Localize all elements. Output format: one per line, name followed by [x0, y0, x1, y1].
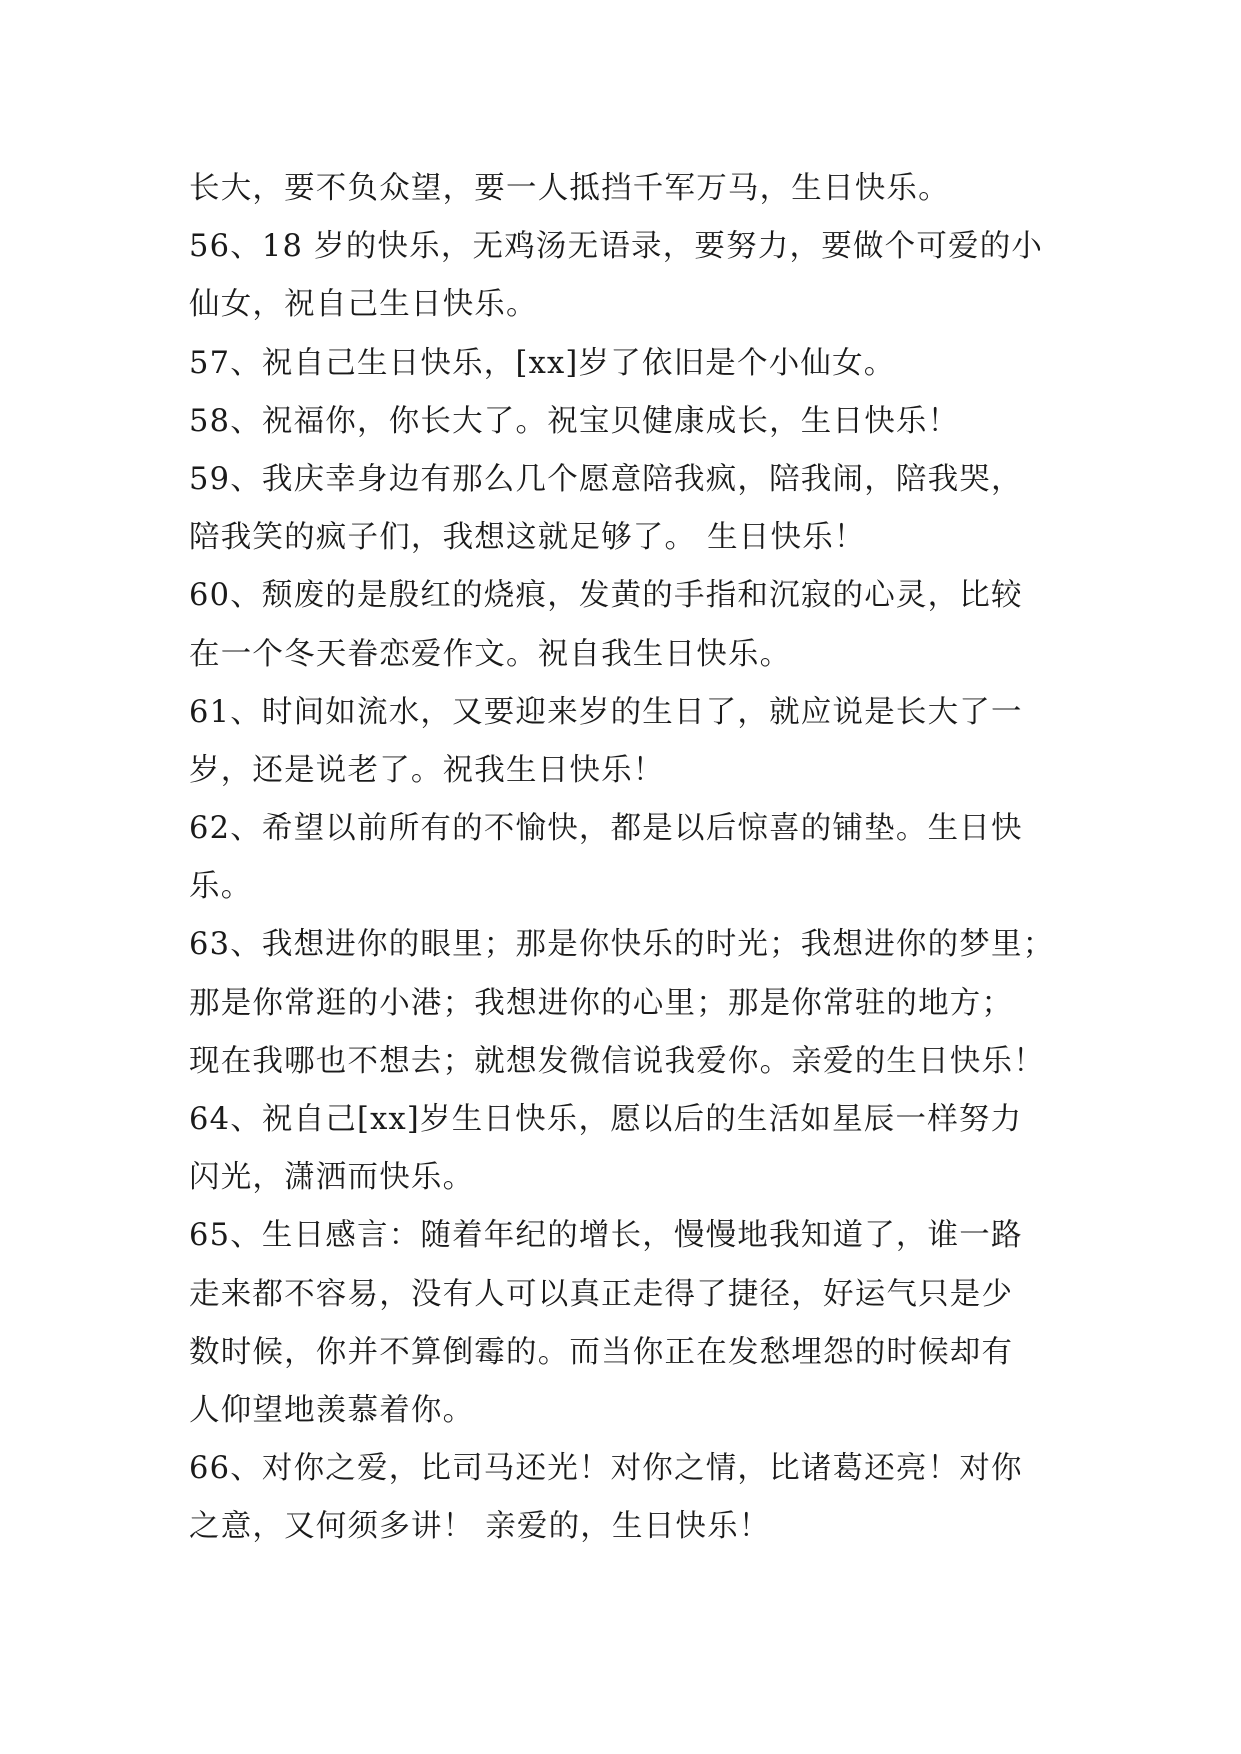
text-line: 陪我笑的疯子们，我想这就足够了。 生日快乐！	[189, 520, 866, 556]
text-line: 数时候，你并不算倒霉的。而当你正在发愁埋怨的时候却有	[189, 1334, 1014, 1370]
text-line: 59、我庆幸身边有那么几个愿意陪我疯，陪我闹，陪我哭，	[189, 461, 1023, 497]
document-body	[189, 160, 1069, 1557]
text-line: 乐。	[189, 869, 253, 905]
text-line: 60、颓废的是殷红的烧痕，发黄的手指和沉寂的心灵，比较	[189, 578, 1023, 614]
text-line: 在一个冬天眷恋爱作文。祝自我生日快乐。	[189, 636, 792, 672]
text-line: 长大，要不负众望，要一人抵挡千军万马，生日快乐。	[189, 171, 950, 206]
text-line: 之意，又何须多讲！ 亲爱的，生日快乐！	[189, 1509, 771, 1545]
text-line: 62、希望以前所有的不愉快，都是以后惊喜的铺垫。生日快	[189, 811, 1023, 847]
text-line: 走来都不容易，没有人可以真正走得了捷径，好运气只是少	[189, 1276, 1014, 1312]
text-line: 57、祝自己生日快乐，[xx]岁了依旧是个小仙女。	[189, 345, 896, 381]
text-line: 那是你常逛的小港；我想进你的心里；那是你常驻的地方；	[189, 985, 1014, 1021]
text-line: 人仰望地羡慕着你。	[189, 1392, 475, 1428]
text-line: 56、18 岁的快乐，无鸡汤无语录，要努力，要做个可爱的小	[189, 229, 1044, 265]
text-line: 61、时间如流水，又要迎来岁的生日了，就应说是长大了一	[189, 694, 1023, 730]
text-line: 64、祝自己[xx]岁生日快乐，愿以后的生活如星辰一样努力	[189, 1102, 1023, 1137]
text-line: 58、祝福你，你长大了。祝宝贝健康成长，生日快乐！	[189, 403, 960, 439]
text-line: 岁，还是说老了。祝我生日快乐！	[189, 752, 665, 788]
text-line: 现在我哪也不想去；就想发微信说我爱你。亲爱的生日快乐！	[189, 1043, 1045, 1079]
text-line: 仙女，祝自己生日快乐。	[189, 287, 538, 323]
text-line: 65、生日感言：随着年纪的增长，慢慢地我知道了，谁一路	[189, 1218, 1023, 1254]
text-line: 63、我想进你的眼里；那是你快乐的时光；我想进你的梦里；	[189, 927, 1055, 963]
text-line: 66、对你之爱，比司马还光！对你之情，比诸葛还亮！对你	[189, 1451, 1023, 1487]
text-line: 闪光，潇洒而快乐。	[189, 1160, 475, 1196]
